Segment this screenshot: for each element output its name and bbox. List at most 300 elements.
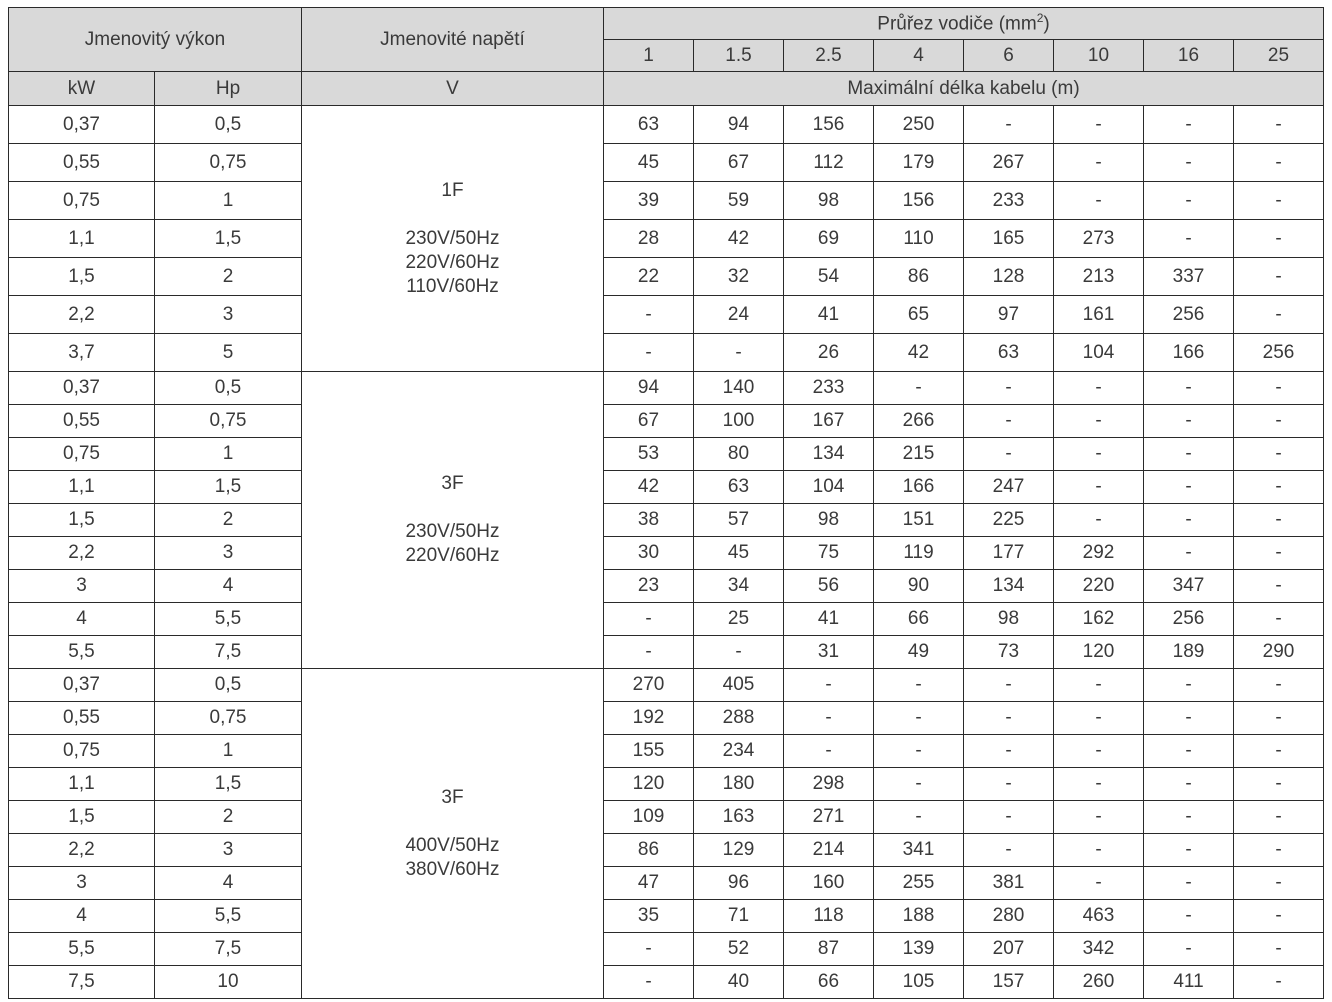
length-cell: 35 — [604, 900, 694, 933]
hp-cell: 5 — [155, 334, 302, 372]
length-cell: - — [1054, 867, 1144, 900]
kw-cell: 5,5 — [9, 636, 155, 669]
length-cell: 129 — [694, 834, 784, 867]
length-cell: 161 — [1054, 296, 1144, 334]
length-cell: 90 — [874, 570, 964, 603]
unit-kw-header: kW — [9, 72, 155, 106]
hp-cell: 2 — [155, 258, 302, 296]
length-cell: - — [604, 933, 694, 966]
length-cell: - — [1234, 966, 1324, 999]
length-cell: - — [1234, 867, 1324, 900]
hp-cell: 1,5 — [155, 220, 302, 258]
voltage-label: 220V/60Hz — [405, 251, 500, 273]
hp-cell: 1,5 — [155, 471, 302, 504]
length-cell: 54 — [784, 258, 874, 296]
table-row — [9, 900, 1324, 933]
length-cell: - — [1234, 372, 1324, 405]
length-cell: 347 — [1144, 570, 1234, 603]
kw-cell: 0,75 — [9, 182, 155, 220]
length-cell: 98 — [784, 182, 874, 220]
table-row — [9, 933, 1324, 966]
length-cell: 75 — [784, 537, 874, 570]
length-cell: - — [1144, 438, 1234, 471]
length-cell: 215 — [874, 438, 964, 471]
hp-cell: 1 — [155, 438, 302, 471]
length-cell: 120 — [604, 768, 694, 801]
kw-cell: 1,1 — [9, 768, 155, 801]
kw-cell: 3,7 — [9, 334, 155, 372]
voltage-group-cell — [302, 372, 604, 669]
length-cell: 260 — [1054, 966, 1144, 999]
length-cell: - — [1234, 106, 1324, 144]
length-cell: 156 — [784, 106, 874, 144]
unit-v-header: V — [302, 72, 604, 106]
table-row — [9, 372, 1324, 405]
kw-cell: 3 — [9, 570, 155, 603]
length-cell: - — [1234, 537, 1324, 570]
table-row — [9, 182, 1324, 220]
table-row — [9, 603, 1324, 636]
hp-cell: 3 — [155, 834, 302, 867]
phase-label: 1F — [441, 179, 464, 201]
length-cell: - — [1144, 144, 1234, 182]
hp-cell: 3 — [155, 537, 302, 570]
length-cell: 57 — [694, 504, 784, 537]
length-cell: - — [1054, 702, 1144, 735]
voltage-label: 230V/50Hz — [405, 227, 500, 249]
hp-cell: 4 — [155, 867, 302, 900]
length-cell: - — [1144, 106, 1234, 144]
hp-cell: 7,5 — [155, 933, 302, 966]
length-cell: 220 — [1054, 570, 1144, 603]
length-cell: 271 — [784, 801, 874, 834]
length-cell: - — [1144, 900, 1234, 933]
hp-cell: 4 — [155, 570, 302, 603]
length-cell: 112 — [784, 144, 874, 182]
cross-section-cell: 25 — [1234, 40, 1324, 72]
length-cell: - — [1054, 405, 1144, 438]
kw-cell: 0,75 — [9, 735, 155, 768]
length-cell: - — [1234, 768, 1324, 801]
length-cell: 128 — [964, 258, 1054, 296]
length-cell: 42 — [604, 471, 694, 504]
length-cell: 247 — [964, 471, 1054, 504]
kw-cell: 1,5 — [9, 258, 155, 296]
phase-label: 3F — [441, 786, 464, 808]
length-cell: - — [784, 669, 874, 702]
length-cell: 250 — [874, 106, 964, 144]
length-cell: 96 — [694, 867, 784, 900]
kw-cell: 4 — [9, 603, 155, 636]
length-cell: - — [1054, 801, 1144, 834]
length-cell: 256 — [1144, 603, 1234, 636]
length-cell: 288 — [694, 702, 784, 735]
length-cell: - — [1234, 801, 1324, 834]
length-cell: - — [964, 735, 1054, 768]
length-cell: - — [1054, 182, 1144, 220]
length-cell: 118 — [784, 900, 874, 933]
length-cell: - — [1234, 669, 1324, 702]
length-cell: 63 — [694, 471, 784, 504]
cross-section-cell: 2.5 — [784, 40, 874, 72]
length-cell: - — [1054, 372, 1144, 405]
kw-cell: 0,55 — [9, 702, 155, 735]
length-cell: 120 — [1054, 636, 1144, 669]
length-cell: 66 — [874, 603, 964, 636]
kw-cell: 0,37 — [9, 372, 155, 405]
length-cell: 381 — [964, 867, 1054, 900]
length-cell: 411 — [1144, 966, 1234, 999]
length-cell: 42 — [694, 220, 784, 258]
kw-cell: 7,5 — [9, 966, 155, 999]
length-cell: 225 — [964, 504, 1054, 537]
length-cell: 162 — [1054, 603, 1144, 636]
length-cell: - — [784, 735, 874, 768]
length-cell: 86 — [604, 834, 694, 867]
length-cell: - — [1144, 504, 1234, 537]
length-cell: 39 — [604, 182, 694, 220]
voltage-label: 230V/50Hz — [405, 521, 500, 542]
length-cell: 65 — [874, 296, 964, 334]
table-row — [9, 438, 1324, 471]
length-cell: 23 — [604, 570, 694, 603]
kw-cell: 5,5 — [9, 933, 155, 966]
length-cell: - — [694, 636, 784, 669]
hp-cell: 3 — [155, 296, 302, 334]
length-cell: 109 — [604, 801, 694, 834]
hp-cell: 5,5 — [155, 603, 302, 636]
length-cell: 256 — [1144, 296, 1234, 334]
length-cell: 41 — [784, 603, 874, 636]
length-cell: - — [1234, 471, 1324, 504]
length-cell: 255 — [874, 867, 964, 900]
length-cell: 270 — [604, 669, 694, 702]
length-cell: - — [1234, 182, 1324, 220]
hp-cell: 5,5 — [155, 900, 302, 933]
length-cell: 28 — [604, 220, 694, 258]
length-cell: 213 — [1054, 258, 1144, 296]
table-row — [9, 636, 1324, 669]
length-cell: 80 — [694, 438, 784, 471]
table-row — [9, 669, 1324, 702]
table-row — [9, 144, 1324, 182]
length-cell: 134 — [964, 570, 1054, 603]
length-cell: 273 — [1054, 220, 1144, 258]
length-cell: - — [1144, 933, 1234, 966]
length-cell: - — [1144, 801, 1234, 834]
length-cell: - — [1144, 834, 1234, 867]
length-cell: 342 — [1054, 933, 1144, 966]
length-cell: 34 — [694, 570, 784, 603]
length-cell: - — [964, 669, 1054, 702]
length-cell: - — [694, 334, 784, 372]
length-cell: - — [964, 106, 1054, 144]
length-cell: - — [1144, 182, 1234, 220]
length-cell: 42 — [874, 334, 964, 372]
table-row — [9, 867, 1324, 900]
hp-cell: 0,75 — [155, 144, 302, 182]
length-cell: - — [1144, 669, 1234, 702]
length-cell: 267 — [964, 144, 1054, 182]
length-cell: 177 — [964, 537, 1054, 570]
table-row — [9, 768, 1324, 801]
voltage-group-cell — [302, 106, 604, 372]
length-cell: 165 — [964, 220, 1054, 258]
table-row — [9, 504, 1324, 537]
cross-section-cell: 16 — [1144, 40, 1234, 72]
length-cell: - — [964, 801, 1054, 834]
cross-section-cell: 4 — [874, 40, 964, 72]
table-row — [9, 296, 1324, 334]
length-cell: - — [874, 702, 964, 735]
kw-cell: 0,55 — [9, 144, 155, 182]
length-cell: - — [1144, 372, 1234, 405]
length-cell: 189 — [1144, 636, 1234, 669]
length-cell: 405 — [694, 669, 784, 702]
length-cell: 69 — [784, 220, 874, 258]
length-cell: - — [1144, 471, 1234, 504]
kw-cell: 1,5 — [9, 801, 155, 834]
length-cell: 134 — [784, 438, 874, 471]
hp-cell: 0,5 — [155, 669, 302, 702]
length-cell: 156 — [874, 182, 964, 220]
length-cell: 59 — [694, 182, 784, 220]
length-cell: 26 — [784, 334, 874, 372]
length-cell: 63 — [604, 106, 694, 144]
length-cell: - — [1234, 735, 1324, 768]
hp-cell: 2 — [155, 801, 302, 834]
length-cell: 188 — [874, 900, 964, 933]
kw-cell: 0,55 — [9, 405, 155, 438]
table-row — [9, 537, 1324, 570]
length-cell: 71 — [694, 900, 784, 933]
table-row — [9, 106, 1324, 144]
length-cell: 234 — [694, 735, 784, 768]
voltage-group-cell — [302, 669, 604, 999]
length-cell: 104 — [784, 471, 874, 504]
cross-section-cell: 1.5 — [694, 40, 784, 72]
length-cell: 167 — [784, 405, 874, 438]
length-cell: - — [1144, 735, 1234, 768]
length-cell: 73 — [964, 636, 1054, 669]
length-cell: 160 — [784, 867, 874, 900]
length-cell: 45 — [604, 144, 694, 182]
length-cell: - — [1234, 834, 1324, 867]
length-cell: 66 — [784, 966, 874, 999]
length-cell: - — [964, 834, 1054, 867]
length-cell: 86 — [874, 258, 964, 296]
length-cell: 67 — [694, 144, 784, 182]
hp-cell: 10 — [155, 966, 302, 999]
length-cell: - — [1234, 438, 1324, 471]
length-cell: - — [874, 768, 964, 801]
length-cell: - — [1054, 504, 1144, 537]
length-cell: 139 — [874, 933, 964, 966]
kw-cell: 4 — [9, 900, 155, 933]
length-cell: 105 — [874, 966, 964, 999]
length-cell: - — [1234, 405, 1324, 438]
table-row — [9, 570, 1324, 603]
voltage-label: 220V/60Hz — [405, 545, 500, 566]
length-cell: - — [1144, 537, 1234, 570]
length-cell: - — [1234, 570, 1324, 603]
length-cell: - — [874, 735, 964, 768]
length-cell: - — [1144, 702, 1234, 735]
length-cell: 24 — [694, 296, 784, 334]
length-cell: 180 — [694, 768, 784, 801]
voltage-label: 400V/50Hz — [405, 834, 500, 856]
length-cell: 94 — [604, 372, 694, 405]
length-cell: - — [964, 405, 1054, 438]
voltage-label: 110V/60Hz — [406, 275, 499, 297]
phase-label: 3F — [441, 473, 464, 494]
cross-section-cell: 6 — [964, 40, 1054, 72]
length-cell: 45 — [694, 537, 784, 570]
length-cell: 155 — [604, 735, 694, 768]
table-header — [9, 8, 1324, 106]
kw-cell: 1,1 — [9, 471, 155, 504]
rated-voltage-header: Jmenovité napětí — [302, 8, 604, 72]
length-cell: 100 — [694, 405, 784, 438]
length-cell: 49 — [874, 636, 964, 669]
table-row — [9, 220, 1324, 258]
length-cell: - — [874, 801, 964, 834]
hp-cell: 0,5 — [155, 372, 302, 405]
table-row — [9, 258, 1324, 296]
length-cell: 22 — [604, 258, 694, 296]
length-cell: 31 — [784, 636, 874, 669]
length-cell: 56 — [784, 570, 874, 603]
cable-length-table — [8, 7, 1324, 999]
length-cell: 63 — [964, 334, 1054, 372]
length-cell: - — [1054, 834, 1144, 867]
length-cell: - — [964, 702, 1054, 735]
length-cell: 32 — [694, 258, 784, 296]
length-cell: 67 — [604, 405, 694, 438]
kw-cell: 2,2 — [9, 296, 155, 334]
length-cell: - — [1144, 220, 1234, 258]
length-cell: - — [1054, 106, 1144, 144]
length-cell: 463 — [1054, 900, 1144, 933]
length-cell: 207 — [964, 933, 1054, 966]
length-cell: - — [604, 603, 694, 636]
length-cell: 292 — [1054, 537, 1144, 570]
hp-cell: 0,75 — [155, 405, 302, 438]
length-cell: 52 — [694, 933, 784, 966]
length-cell: - — [1234, 900, 1324, 933]
length-cell: - — [1234, 933, 1324, 966]
table-row — [9, 471, 1324, 504]
length-cell: 97 — [964, 296, 1054, 334]
length-cell: - — [1234, 220, 1324, 258]
length-cell: 157 — [964, 966, 1054, 999]
hp-cell: 1,5 — [155, 768, 302, 801]
voltage-label: 380V/60Hz — [405, 858, 500, 880]
length-cell: 290 — [1234, 636, 1324, 669]
length-cell: 41 — [784, 296, 874, 334]
max-length-header: Maximální délka kabelu (m) — [604, 72, 1324, 106]
hp-cell: 2 — [155, 504, 302, 537]
length-cell: - — [1054, 669, 1144, 702]
length-cell: - — [1234, 144, 1324, 182]
length-cell: - — [964, 768, 1054, 801]
length-cell: - — [1234, 702, 1324, 735]
kw-cell: 1,1 — [9, 220, 155, 258]
length-cell: - — [1234, 603, 1324, 636]
kw-cell: 0,37 — [9, 106, 155, 144]
length-cell: 47 — [604, 867, 694, 900]
kw-cell: 1,5 — [9, 504, 155, 537]
length-cell: 40 — [694, 966, 784, 999]
table-row — [9, 735, 1324, 768]
length-cell: 166 — [874, 471, 964, 504]
length-cell: 87 — [784, 933, 874, 966]
length-cell: - — [1054, 768, 1144, 801]
length-cell: 38 — [604, 504, 694, 537]
length-cell: 104 — [1054, 334, 1144, 372]
unit-hp-header: Hp — [155, 72, 302, 106]
length-cell: 98 — [964, 603, 1054, 636]
hp-cell: 7,5 — [155, 636, 302, 669]
length-cell: - — [604, 636, 694, 669]
length-cell: 119 — [874, 537, 964, 570]
table-row — [9, 405, 1324, 438]
length-cell: 214 — [784, 834, 874, 867]
kw-cell: 0,37 — [9, 669, 155, 702]
length-cell: 233 — [784, 372, 874, 405]
length-cell: 98 — [784, 504, 874, 537]
table-row — [9, 834, 1324, 867]
cross-section-header: Průřez vodiče $(mm^2)$ — [604, 8, 1324, 40]
cross-section-cell: 10 — [1054, 40, 1144, 72]
hp-cell: 0,75 — [155, 702, 302, 735]
length-cell: - — [1144, 405, 1234, 438]
hp-cell: 1 — [155, 735, 302, 768]
table-row — [9, 801, 1324, 834]
hp-cell: 1 — [155, 182, 302, 220]
kw-cell: 2,2 — [9, 537, 155, 570]
length-cell: 192 — [604, 702, 694, 735]
length-cell: 110 — [874, 220, 964, 258]
cross-section-cell: 1 — [604, 40, 694, 72]
length-cell: - — [604, 966, 694, 999]
length-cell: - — [1144, 768, 1234, 801]
length-cell: 163 — [694, 801, 784, 834]
length-cell: 298 — [784, 768, 874, 801]
length-cell: - — [1234, 296, 1324, 334]
length-cell: 233 — [964, 182, 1054, 220]
length-cell: - — [784, 702, 874, 735]
length-cell: - — [1144, 867, 1234, 900]
length-cell: - — [604, 296, 694, 334]
length-cell: 166 — [1144, 334, 1234, 372]
rated-power-header: Jmenovitý výkon — [9, 8, 302, 72]
length-cell: - — [964, 438, 1054, 471]
length-cell: - — [874, 372, 964, 405]
length-cell: 53 — [604, 438, 694, 471]
length-cell: - — [604, 334, 694, 372]
length-cell: 25 — [694, 603, 784, 636]
kw-cell: 0,75 — [9, 438, 155, 471]
length-cell: 280 — [964, 900, 1054, 933]
length-cell: - — [1054, 735, 1144, 768]
length-cell: - — [1234, 258, 1324, 296]
length-cell: - — [1054, 471, 1144, 504]
length-cell: - — [1054, 144, 1144, 182]
kw-cell: 2,2 — [9, 834, 155, 867]
table-body — [9, 106, 1324, 999]
length-cell: - — [1054, 438, 1144, 471]
